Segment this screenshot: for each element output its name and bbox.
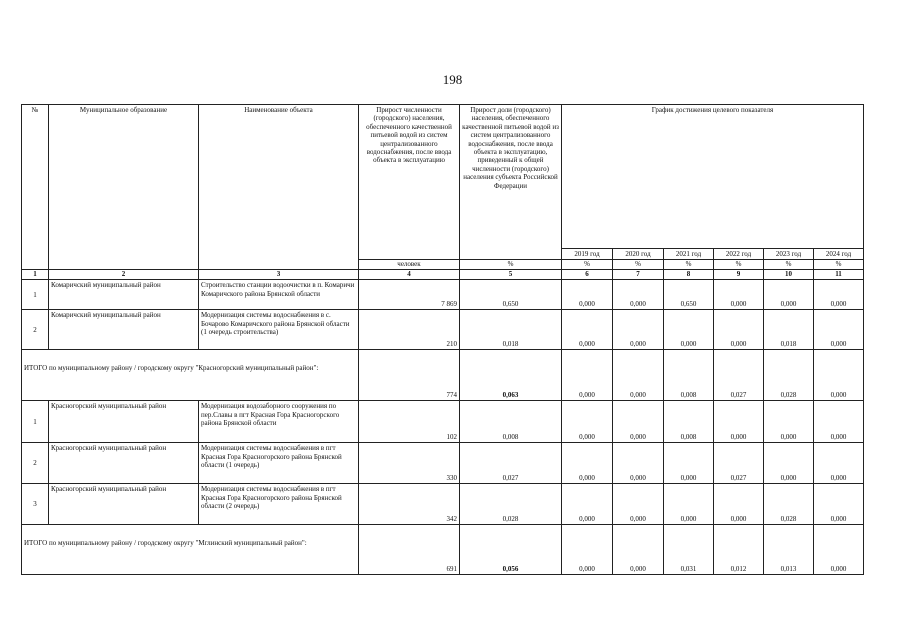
header-year: 2019 год bbox=[562, 249, 613, 260]
header-growth-share: Прирост доли (городского) населения, обеспеченного качественной питьевой водой из систем централизованного водоснабжения, после ввода объекта в эксплуатацию, приведенный к общей численности (городского) населения субъекта Российской Федерации bbox=[460, 105, 562, 260]
header-year: 2022 год bbox=[714, 249, 764, 260]
row-year-value: 0,000 bbox=[764, 280, 814, 310]
header-object-name: Наименование объекта bbox=[199, 105, 359, 270]
total-year-value: 0,028 bbox=[764, 350, 814, 401]
column-index: 11 bbox=[814, 270, 864, 280]
total-share: 0,063 bbox=[460, 350, 562, 401]
column-index: 5 bbox=[460, 270, 562, 280]
row-share: 0,008 bbox=[460, 401, 562, 443]
header-year: 2024 год bbox=[814, 249, 864, 260]
unit-percent: % bbox=[613, 260, 664, 270]
column-index: 10 bbox=[764, 270, 814, 280]
total-population: 691 bbox=[359, 525, 460, 575]
header-year: 2021 год bbox=[664, 249, 714, 260]
total-label: ИТОГО по муниципальному району / городскому округу "Мглинский муниципальный район": bbox=[22, 525, 359, 575]
row-year-value: 0,000 bbox=[613, 484, 664, 525]
row-municipality: Красногорский муниципальный район bbox=[49, 484, 199, 525]
row-population: 7 869 bbox=[359, 280, 460, 310]
row-year-value: 0,027 bbox=[714, 443, 764, 484]
row-population: 102 bbox=[359, 401, 460, 443]
row-municipality: Комаричский муниципальный район bbox=[49, 280, 199, 310]
unit-percent: % bbox=[562, 260, 613, 270]
row-year-value: 0,000 bbox=[814, 484, 864, 525]
total-year-value: 0,000 bbox=[613, 350, 664, 401]
row-year-value: 0,028 bbox=[764, 484, 814, 525]
row-year-value: 0,000 bbox=[613, 401, 664, 443]
row-year-value: 0,650 bbox=[664, 280, 714, 310]
row-year-value: 0,000 bbox=[764, 401, 814, 443]
header-year: 2023 год bbox=[764, 249, 814, 260]
row-municipality: Комаричский муниципальный район bbox=[49, 310, 199, 350]
row-object: Модернизация системы водоснабжения в с. Бочарово Комаричского района Брянской области (1 очередь строительства) bbox=[199, 310, 359, 350]
row-population: 330 bbox=[359, 443, 460, 484]
row-share: 0,027 bbox=[460, 443, 562, 484]
total-year-value: 0,000 bbox=[613, 525, 664, 575]
unit-percent: % bbox=[460, 260, 562, 270]
row-year-value: 0,000 bbox=[664, 443, 714, 484]
table-row bbox=[22, 484, 864, 525]
total-row bbox=[22, 525, 864, 575]
header-year: 2020 год bbox=[613, 249, 664, 260]
row-year-value: 0,000 bbox=[764, 443, 814, 484]
total-year-value: 0,000 bbox=[814, 350, 864, 401]
column-index: 6 bbox=[562, 270, 613, 280]
column-index: 7 bbox=[613, 270, 664, 280]
row-year-value: 0,008 bbox=[664, 401, 714, 443]
unit-percent: % bbox=[664, 260, 714, 270]
row-object: Строительство станции водоочистки в п. Комаричи Комаричского района Брянской области bbox=[199, 280, 359, 310]
row-object: Модернизация системы водоснабжения в пгт Красная Гора Красногорского района Брянской области (2 очередь) bbox=[199, 484, 359, 525]
unit-percent: % bbox=[714, 260, 764, 270]
column-index: 4 bbox=[359, 270, 460, 280]
row-year-value: 0,000 bbox=[562, 401, 613, 443]
row-year-value: 0,000 bbox=[664, 484, 714, 525]
row-year-value: 0,000 bbox=[613, 443, 664, 484]
table-row bbox=[22, 401, 864, 443]
row-population: 210 bbox=[359, 310, 460, 350]
row-year-value: 0,000 bbox=[664, 310, 714, 350]
table-body bbox=[22, 280, 864, 575]
row-num: 1 bbox=[22, 280, 49, 310]
column-index: 9 bbox=[714, 270, 764, 280]
row-object: Модернизация системы водоснабжения в пгт Красная Гора Красногорского района Брянской области (1 очередь) bbox=[199, 443, 359, 484]
row-year-value: 0,000 bbox=[562, 484, 613, 525]
row-year-value: 0,000 bbox=[562, 280, 613, 310]
table-row bbox=[22, 280, 864, 310]
total-year-value: 0,008 bbox=[664, 350, 714, 401]
table-header bbox=[22, 105, 864, 280]
row-year-value: 0,000 bbox=[714, 401, 764, 443]
column-index-row bbox=[22, 270, 864, 280]
column-index: 3 bbox=[199, 270, 359, 280]
row-year-value: 0,000 bbox=[562, 310, 613, 350]
header-municipality: Муниципальное образование bbox=[49, 105, 199, 270]
column-index: 1 bbox=[22, 270, 49, 280]
column-index: 8 bbox=[664, 270, 714, 280]
row-year-value: 0,000 bbox=[613, 310, 664, 350]
total-row bbox=[22, 350, 864, 401]
row-year-value: 0,000 bbox=[714, 280, 764, 310]
total-population: 774 bbox=[359, 350, 460, 401]
row-municipality: Красногорский муниципальный район bbox=[49, 443, 199, 484]
row-year-value: 0,000 bbox=[814, 401, 864, 443]
row-municipality: Красногорский муниципальный район bbox=[49, 401, 199, 443]
total-year-value: 0,012 bbox=[714, 525, 764, 575]
row-year-value: 0,000 bbox=[714, 310, 764, 350]
total-year-value: 0,013 bbox=[764, 525, 814, 575]
table-row bbox=[22, 443, 864, 484]
unit-percent: % bbox=[764, 260, 814, 270]
row-share: 0,028 bbox=[460, 484, 562, 525]
row-num: 3 bbox=[22, 484, 49, 525]
row-year-value: 0,000 bbox=[613, 280, 664, 310]
total-year-value: 0,031 bbox=[664, 525, 714, 575]
table-row bbox=[22, 310, 864, 350]
total-year-value: 0,000 bbox=[562, 350, 613, 401]
header-growth-population: Прирост численности (городского) населения, обеспеченного качественной питьевой водой из систем централизованного водоснабжения, после ввода объекта в эксплуатацию bbox=[359, 105, 460, 260]
row-year-value: 0,000 bbox=[814, 443, 864, 484]
target-indicator-table bbox=[21, 104, 864, 575]
row-share: 0,650 bbox=[460, 280, 562, 310]
unit-people: человек bbox=[359, 260, 460, 270]
row-object: Модернизация водозаборного сооружения по пер.Славы в пгт Красная Гора Красногорского района Брянской области bbox=[199, 401, 359, 443]
total-label: ИТОГО по муниципальному району / городскому округу "Красногорский муниципальный район": bbox=[22, 350, 359, 401]
row-year-value: 0,000 bbox=[814, 280, 864, 310]
column-index: 2 bbox=[49, 270, 199, 280]
total-year-value: 0,027 bbox=[714, 350, 764, 401]
row-year-value: 0,018 bbox=[764, 310, 814, 350]
total-share: 0,056 bbox=[460, 525, 562, 575]
row-year-value: 0,000 bbox=[562, 443, 613, 484]
row-num: 1 bbox=[22, 401, 49, 443]
header-num: № bbox=[22, 105, 49, 270]
total-year-value: 0,000 bbox=[814, 525, 864, 575]
unit-percent: % bbox=[814, 260, 864, 270]
row-year-value: 0,000 bbox=[814, 310, 864, 350]
row-num: 2 bbox=[22, 310, 49, 350]
row-year-value: 0,000 bbox=[714, 484, 764, 525]
header-schedule: График достижения целевого показателя bbox=[562, 105, 864, 249]
page-number: 198 bbox=[442, 72, 463, 87]
total-year-value: 0,000 bbox=[562, 525, 613, 575]
target-indicator-table-wrapper bbox=[21, 104, 863, 575]
row-population: 342 bbox=[359, 484, 460, 525]
row-num: 2 bbox=[22, 443, 49, 484]
row-share: 0,018 bbox=[460, 310, 562, 350]
